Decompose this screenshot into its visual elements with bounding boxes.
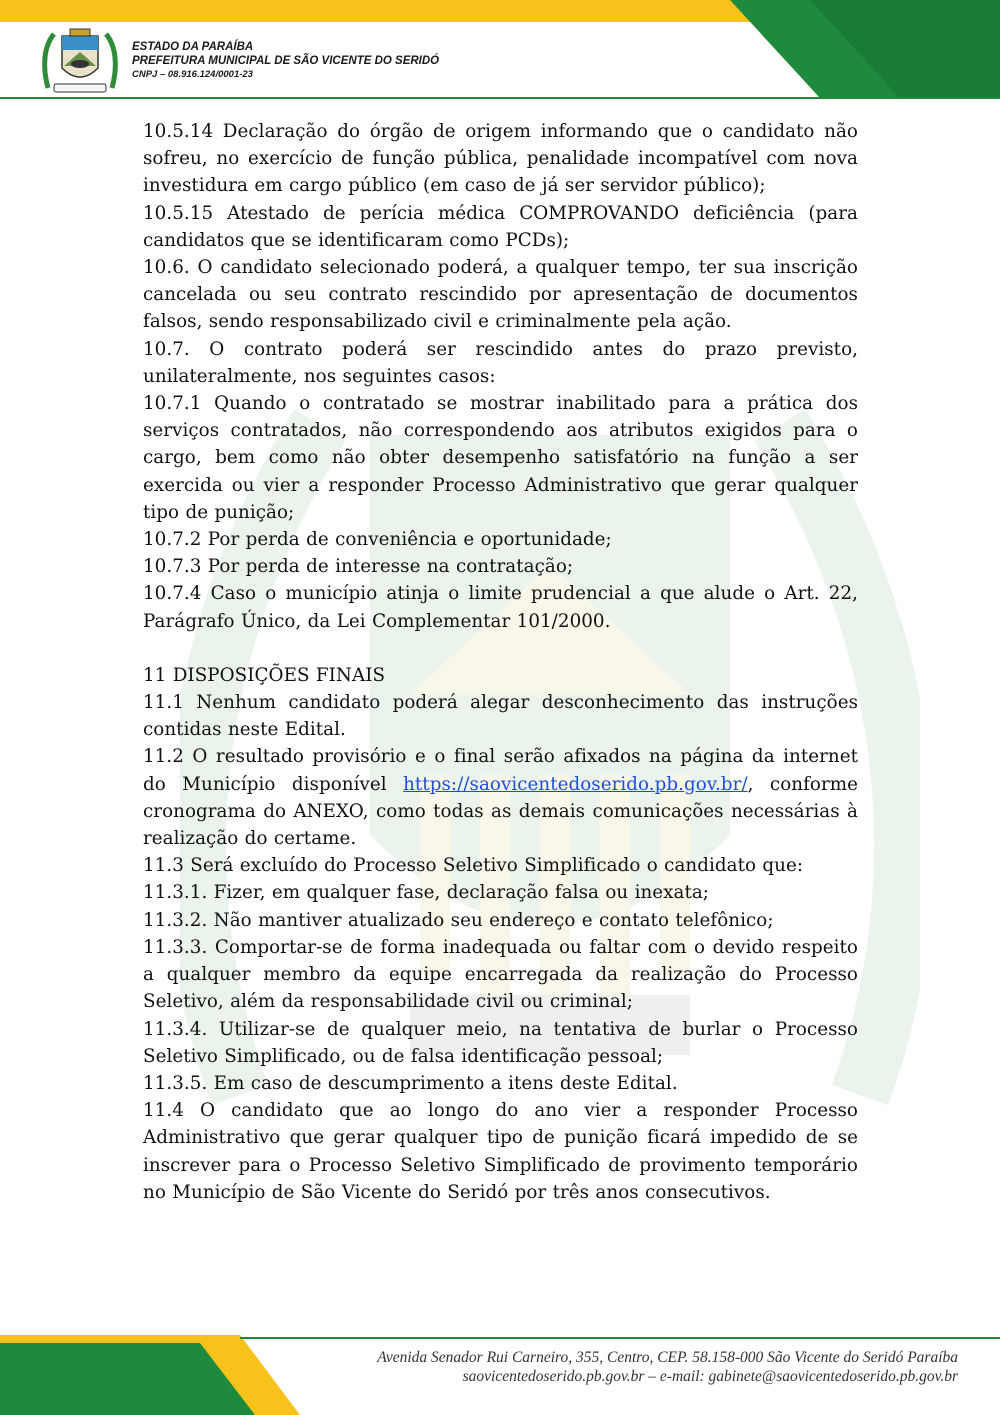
header-title-block <box>132 40 439 82</box>
footer-contact-block <box>377 1348 958 1386</box>
header-state: ESTADO DA PARAÍBA <box>132 41 254 53</box>
paragraph-11-2-text-b: , conforme cronograma do ANEXO, como todas as demais comunicações necessárias à realização do certame. <box>143 773 858 850</box>
footer-address: Avenida Senador Rui Carneiro, 355, Centro, CEP. 58.158-000 São Vicente do Seridó Paraíba <box>377 1349 958 1366</box>
paragraph-10-7-4: 10.7.4 Caso o município atinja o limite prudencial a que alude o Art. 22, Parágrafo Único, da Lei Complementar 101/2000. <box>143 583 858 632</box>
document-body <box>143 118 858 1206</box>
paragraph-11-1: 11.1 Nenhum candidato poderá alegar desconhecimento das instruções contidas neste Edital. <box>143 692 858 741</box>
section-spacer <box>143 635 858 662</box>
paragraph-11-3-3: 11.3.3. Comportar-se de forma inadequada ou faltar com o devido respeito a qualquer membro da equipe encarregada da realização do Processo Seletivo, além da responsabilidade civil ou criminal; <box>143 936 858 1013</box>
paragraph-10-7-3: 10.7.3 Por perda de interesse na contratação; <box>143 556 574 578</box>
paragraph-10-5-15: 10.5.15 Atestado de perícia médica COMPROVANDO deficiência (para candidatos que se identificaram como PCDs); <box>143 202 858 251</box>
paragraph-11-2-text-a: 11.2 O resultado provisório e o final serão afixados na página da internet do Município disponível <box>143 746 858 795</box>
paragraph-11-3-4: 11.3.4. Utilizar-se de qualquer meio, na tentativa de burlar o Processo Seletivo Simplificado, ou de falsa identificação pessoal; <box>143 1018 858 1067</box>
footer-green-accent <box>0 1335 300 1415</box>
paragraph-10-5-14: 10.5.14 Declaração do órgão de origem informando que o candidato não sofreu, no exercício de função pública, penalidade incompatível com nova investidura em cargo público (em caso de já ser servidor público); <box>143 121 858 197</box>
header-green-accent <box>670 0 1000 98</box>
section-title-11: 11 DISPOSIÇÕES FINAIS <box>143 664 386 686</box>
header-cnpj: CNPJ – 08.916.124/0001-23 <box>132 69 253 80</box>
paragraph-10-7: 10.7. O contrato poderá ser rescindido antes do prazo previsto, unilateralmente, nos seguintes casos: <box>143 338 858 387</box>
footer-divider <box>240 1337 1000 1339</box>
paragraph-10-7-2: 10.7.2 Por perda de conveniência e oportunidade; <box>143 529 612 551</box>
paragraph-11-2 <box>143 743 858 852</box>
paragraph-10-6: 10.6. O candidato selecionado poderá, a qualquer tempo, ter sua inscrição cancelada ou seu contrato rescindido por apresentação de documentos falsos, sendo responsabilizado civil e criminalmente pela ação. <box>143 257 858 333</box>
header-prefecture: PREFEITURA MUNICIPAL DE SÃO VICENTE DO SERIDÓ <box>132 55 440 67</box>
paragraph-10-7-1: 10.7.1 Quando o contratado se mostrar inabilitado para a prática dos serviços contratados, não correspondendo aos atributos exigidos para o cargo, bem como não obter desempenho satisfatório na função a ser exercida ou vier a responder Processo Administrativo que gerar qualquer tipo de punição; <box>143 393 858 523</box>
municipality-website-link[interactable]: https://saovicentedoserido.pb.gov.br/ <box>403 773 748 795</box>
paragraph-11-4: 11.4 O candidato que ao longo do ano vier a responder Processo Administrativo que gerar qualquer tipo de punição ficará impedido de se inscrever para o Processo Seletivo Simplificado de provimento temporário no Município de São Vicente do Seridó por três anos consecutivos. <box>143 1100 858 1203</box>
paragraph-11-3-5: 11.3.5. Em caso de descumprimento a itens deste Edital. <box>143 1072 678 1094</box>
header-divider <box>0 97 1000 99</box>
municipal-coat-of-arms-icon <box>40 26 120 96</box>
paragraph-11-3-1: 11.3.1. Fizer, em qualquer fase, declaração falsa ou inexata; <box>143 882 710 904</box>
paragraph-11-3-2: 11.3.2. Não mantiver atualizado seu endereço e contato telefônico; <box>143 909 774 931</box>
paragraph-11-3: 11.3 Será excluído do Processo Seletivo Simplificado o candidato que: <box>143 855 804 877</box>
footer-contact: saovicentedoserido.pb.gov.br – e-mail: gabinete@saovicentedoserido.pb.gov.br <box>462 1368 958 1385</box>
